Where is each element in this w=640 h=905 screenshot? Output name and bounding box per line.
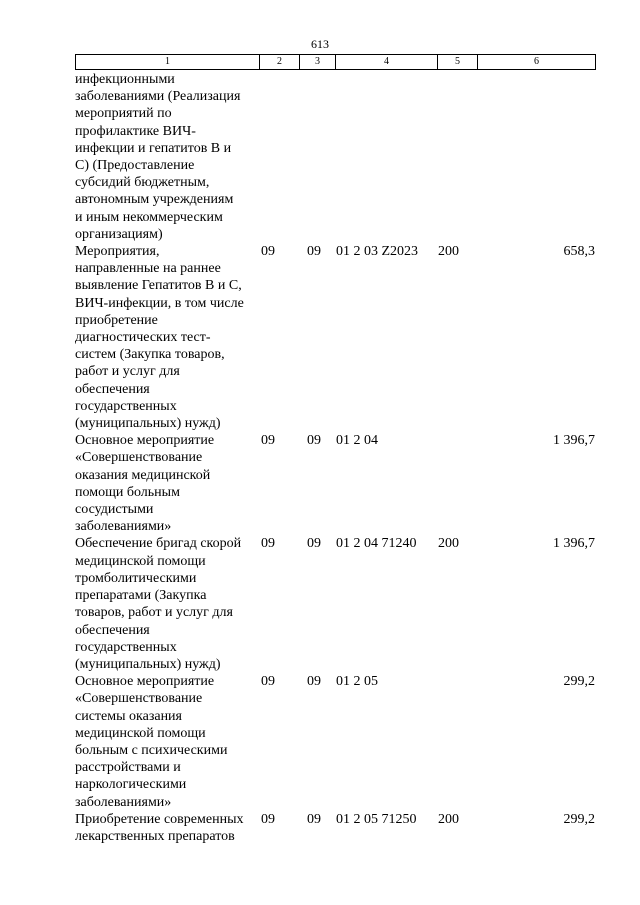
column-header-3: 3 [300, 55, 336, 70]
row-section: 09 [261, 433, 275, 449]
table-row [75, 673, 595, 811]
row-name: Приобретение современных лекарственных препаратов [75, 811, 244, 844]
row-section: 09 [261, 811, 275, 827]
row-section [259, 71, 306, 243]
column-header-2: 2 [260, 55, 300, 70]
row-expense-type: 200 [438, 536, 459, 552]
column-header-6: 6 [478, 55, 596, 70]
row-name: Обеспечение бригад скорой медицинской помощи тромболитическими препаратами (Закупка товаров, работ и услуг для обеспечения государственных (муниципальных) нужд) [75, 536, 242, 672]
row-target-code: 01 2 05 [336, 674, 378, 690]
column-header-4: 4 [336, 55, 438, 70]
table-row [75, 432, 595, 535]
row-expense-type [437, 432, 477, 535]
row-amount: 299,2 [563, 811, 595, 827]
column-header-row [76, 55, 596, 70]
row-name: инфекционными заболеваниями (Реализация мероприятий по профилактике ВИЧ- инфекции и гепатитов В и С) (Предоставление субсидий бюджетным, автономным учреждениям и иным некоммерческим организациям) [75, 72, 241, 242]
budget-table-body [75, 71, 595, 845]
row-section: 09 [261, 674, 275, 690]
row-subsection: 09 [307, 433, 321, 449]
row-expense-type: 200 [438, 244, 459, 260]
row-target-code: 01 2 04 71240 [336, 536, 417, 552]
row-name: Основное мероприятие «Совершенствование оказания медицинской помощи больным сосудистыми заболеваниями» [75, 433, 215, 535]
row-subsection: 09 [307, 674, 321, 690]
column-header-1: 1 [76, 55, 260, 70]
row-subsection: 09 [307, 536, 321, 552]
page-number: 613 [311, 37, 329, 51]
row-subsection: 09 [307, 811, 321, 827]
row-expense-type [437, 673, 477, 811]
row-amount: 1 396,7 [553, 433, 595, 449]
row-expense-type: 200 [438, 811, 459, 827]
table-row [75, 811, 595, 845]
row-name: Основное мероприятие «Совершенствование системы оказания медицинской помощи больным с психическими расстройствами и наркологическими заболеваниями» [75, 674, 228, 810]
row-section: 09 [261, 244, 275, 260]
table-row [75, 535, 595, 673]
column-header-table [75, 54, 596, 70]
row-amount: 299,2 [563, 674, 595, 690]
row-subsection: 09 [307, 244, 321, 260]
row-expense-type [437, 71, 477, 243]
row-target-code: 01 2 05 71250 [336, 811, 417, 827]
row-section: 09 [261, 536, 275, 552]
column-header-5: 5 [438, 55, 478, 70]
row-target-code: 01 2 04 [336, 433, 378, 449]
row-target-code [335, 71, 437, 243]
table-row [75, 243, 595, 432]
table-row [75, 71, 595, 243]
row-amount [477, 71, 595, 243]
row-amount: 658,3 [563, 244, 595, 260]
row-name: Мероприятия, направленные на раннее выявление Гепатитов В и С, ВИЧ-инфекции, в том числе приобретение диагностических тест- систем (Закупка товаров, работ и услуг для обеспечения государственных (муниципальных) нужд) [75, 244, 244, 432]
row-target-code: 01 2 03 Z2023 [336, 244, 419, 260]
row-subsection [306, 71, 335, 243]
row-amount: 1 396,7 [553, 536, 595, 552]
